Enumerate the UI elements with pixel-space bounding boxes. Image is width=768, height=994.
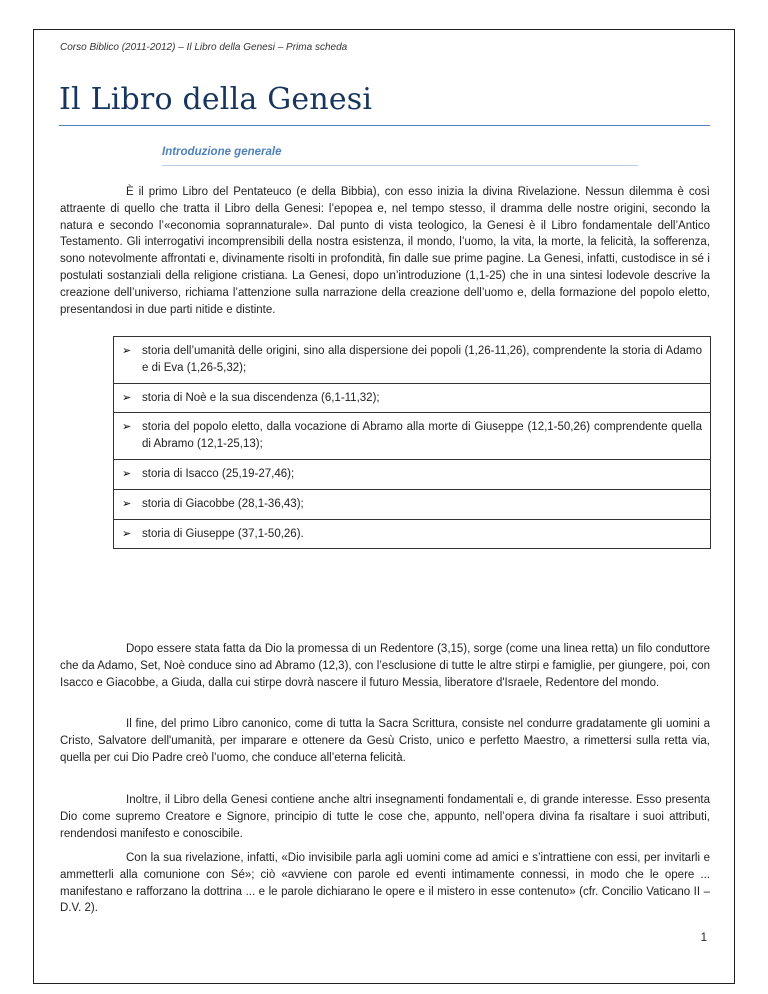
document-page [33,29,735,984]
section-subtitle: Introduzione generale [162,146,282,158]
list-item-text: storia di Giuseppe (37,1-50,26). [142,527,304,540]
body-paragraph: Il fine, del primo Libro canonico, come di tutta la Sacra Scrittura, consiste nel condurre gradatamente gli uomini a Cristo, Salvatore dell'umanità, per imparare e ottenere da Gesù Cristo, unico e perfetto Maestro, a rimettersi sulla retta via, quella per cui Dio Padre creò l’uomo, che conduce all’eterna felicità. [60,718,710,764]
list-item-text: storia del popolo eletto, dalla vocazione di Abramo alla morte di Giuseppe (12,1-50,26) comprendente quella di Abramo (12,1-25,13); [142,421,702,451]
list-item [114,337,711,384]
subtitle-divider [162,165,638,166]
list-item-text: storia di Giacobbe (28,1-36,43); [142,497,304,510]
arrow-bullet-icon: ➢ [122,391,132,404]
body-paragraph: Con la sua rivelazione, infatti, «Dio invisibile parla agli uomini come ad amici e s’intrattiene con essi, per invitarli e ammetterli alla comunione con Sé»; ciò «avviene con parole ed eventi intimamente connessi, in modo che le opere ... manifestano e rafforzano la dottrina ... e le parole dichiarano le opere e il mistero in esse contenuto» (cfr. Concilio Vaticano II – D.V. 2). [60,852,710,915]
body-paragraph: Dopo essere stata fatta da Dio la promessa di un Redentore (3,15), sorge (come una linea retta) un filo conduttore che da Adamo, Set, Noè conduce sino ad Abramo (12,3), con l’esclusione di tutte le altre stirpi e famiglie, per giungere, poi, con Isacco e Giacobbe, a Giuda, dalla cui stirpe dovrà nascere il futuro Messia, liberatore d'Israele, Redentore del mondo. [60,643,710,689]
page-number: 1 [700,932,707,944]
list-item [114,413,711,460]
arrow-bullet-icon: ➢ [122,467,132,480]
list-item [114,489,711,519]
list-item [114,383,711,413]
running-header: Corso Biblico (2011-2012) – Il Libro della Genesi – Prima scheda [60,42,348,53]
title-divider [59,125,710,126]
arrow-bullet-icon: ➢ [122,497,132,510]
list-item [114,519,711,549]
arrow-bullet-icon: ➢ [122,421,132,434]
page-title: Il Libro della Genesi [59,82,373,117]
list-item-text: storia dell’umanità delle origini, sino alla dispersione dei popoli (1,26-11,26), comprendente la storia di Adamo e di Eva (1,26-5,32); [142,345,702,374]
intro-paragraph: È il primo Libro del Pentateuco (e della Bibbia), con esso inizia la divina Rivelazione. Nessun dilemma è così attraente di quello che tratta il Libro della Genesi: l’epopea e, nel tempo stesso, il dramma delle nostre origini, secondo la natura e secondo l’«economia soprannaturale». Dal punto di vista teologico, la Genesi è il Libro fondamentale dell’Antico Testamento. Gli interrogativi incomprensibili della nostra esistenza, il mondo, l’uomo, la vita, la morte, la felicità, la sofferenza, sono notevolmente affrontati e, divinamente risolti in profondità, fin dalle sue prime pagine. La Genesi, infatti, custodisce in sé i postulati sostanziali della religione cristiana. La Genesi, dopo un’introduzione (1,1-25) che in una sintesi lodevole descrive la creazione dell’universo, richiama l’attenzione sulla narrazione della creazione dell’uomo e, della formazione del popolo eletto, presentandosi in due parti nitide e distinte. [60,186,710,316]
list-item-text: storia di Isacco (25,19-27,46); [142,467,295,480]
body-paragraph: Inoltre, il Libro della Genesi contiene anche altri insegnamenti fondamentali e, di grande interesse. Esso presenta Dio come supremo Creatore e Signore, principio di tutte le cose che, appunto, nell’opera divina fa risaltare i suoi attributi, rendendosi manifesto e conoscibile. [60,794,710,840]
sections-list-table [113,336,711,549]
arrow-bullet-icon: ➢ [122,345,132,357]
list-item [114,459,711,489]
list-item-text: storia di Noè e la sua discendenza (6,1-11,32); [142,391,380,404]
arrow-bullet-icon: ➢ [122,527,132,540]
